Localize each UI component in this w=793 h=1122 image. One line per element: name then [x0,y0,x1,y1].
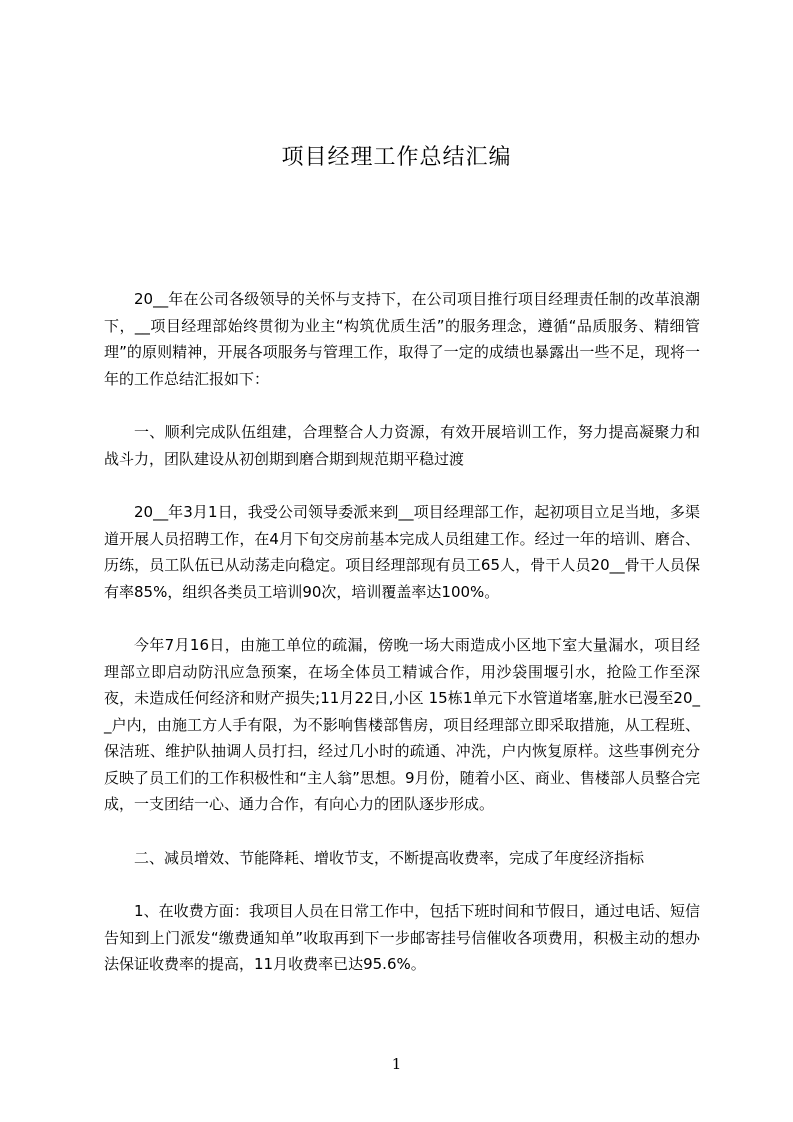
document-body [104,286,700,1005]
section-heading-2: 二、减员增效、节能降耗、增收节支，不断提高收费率，完成了年度经济指标 [134,848,645,867]
section-heading-1: 一、顺利完成队伍组建，合理整合人力资源，有效开展培训工作，努力提高凝聚力和战斗力，团队建设从初创期到磨合期到规范期平稳过渡 [104,423,700,468]
paragraph-intro: 20__年在公司各级领导的关怀与支持下，在公司项目推行项目经理责任制的改革浪潮下，__项目经理部始终贯彻为业主“构筑优质生活”的服务理念，遵循“品质服务、精细管理”的原则精神，开展各项服务与管理工作，取得了一定的成绩也暴露出一些不足，现将一年的工作总结汇报如下： [104,290,700,388]
page-title: 项目经理工作总结汇编 [281,145,512,170]
paragraph-incidents: 今年7月16日，由施工单位的疏漏，傍晚一场大雨造成小区地下室大量漏水，项目经理部立即启动防汛应急预案，在场全体员工精诚合作，用沙袋围堰引水，抢险工作至深夜，未造成任何经济和财产损失;11月22日,小区 15栋1单元下水管道堵塞,脏水已漫至20__户内，由施工方人手有限，为不影响售楼部售房，项目经理部立即采取措施，从工程班、保洁班、维护队抽调人员打扫，经过几小时的疏通、冲洗，户内恢复原样。这些事例充分反映了员工们的工作积极性和“主人翁”思想。9月份，随着小区、商业、售楼部人员整合完成，一支团结一心、通力合作，有向心力的团队逐步形成。 [104,636,700,813]
page-number: 1 [391,1055,402,1073]
paragraph-staffing: 20__年3月1日，我受公司领导委派来到__项目经理部工作，起初项目立足当地，多渠道开展人员招聘工作，在4月下旬交房前基本完成人员组建工作。经过一年的培训、磨合、历练，员工队伍已从动荡走向稳定。项目经理部现有员工65人，骨干人员20__骨干人员保有率85%，组织各类员工培训90次，培训覆盖率达100%。 [104,503,700,601]
paragraph-fee-collection: 1、在收费方面：我项目人员在日常工作中，包括下班时间和节假日，通过电话、短信告知到上门派发“缴费通知单”收取再到下一步邮寄挂号信催收各项费用，积极主动的想办法保证收费率的提高，11月收费率已达95.6%。 [104,902,700,973]
